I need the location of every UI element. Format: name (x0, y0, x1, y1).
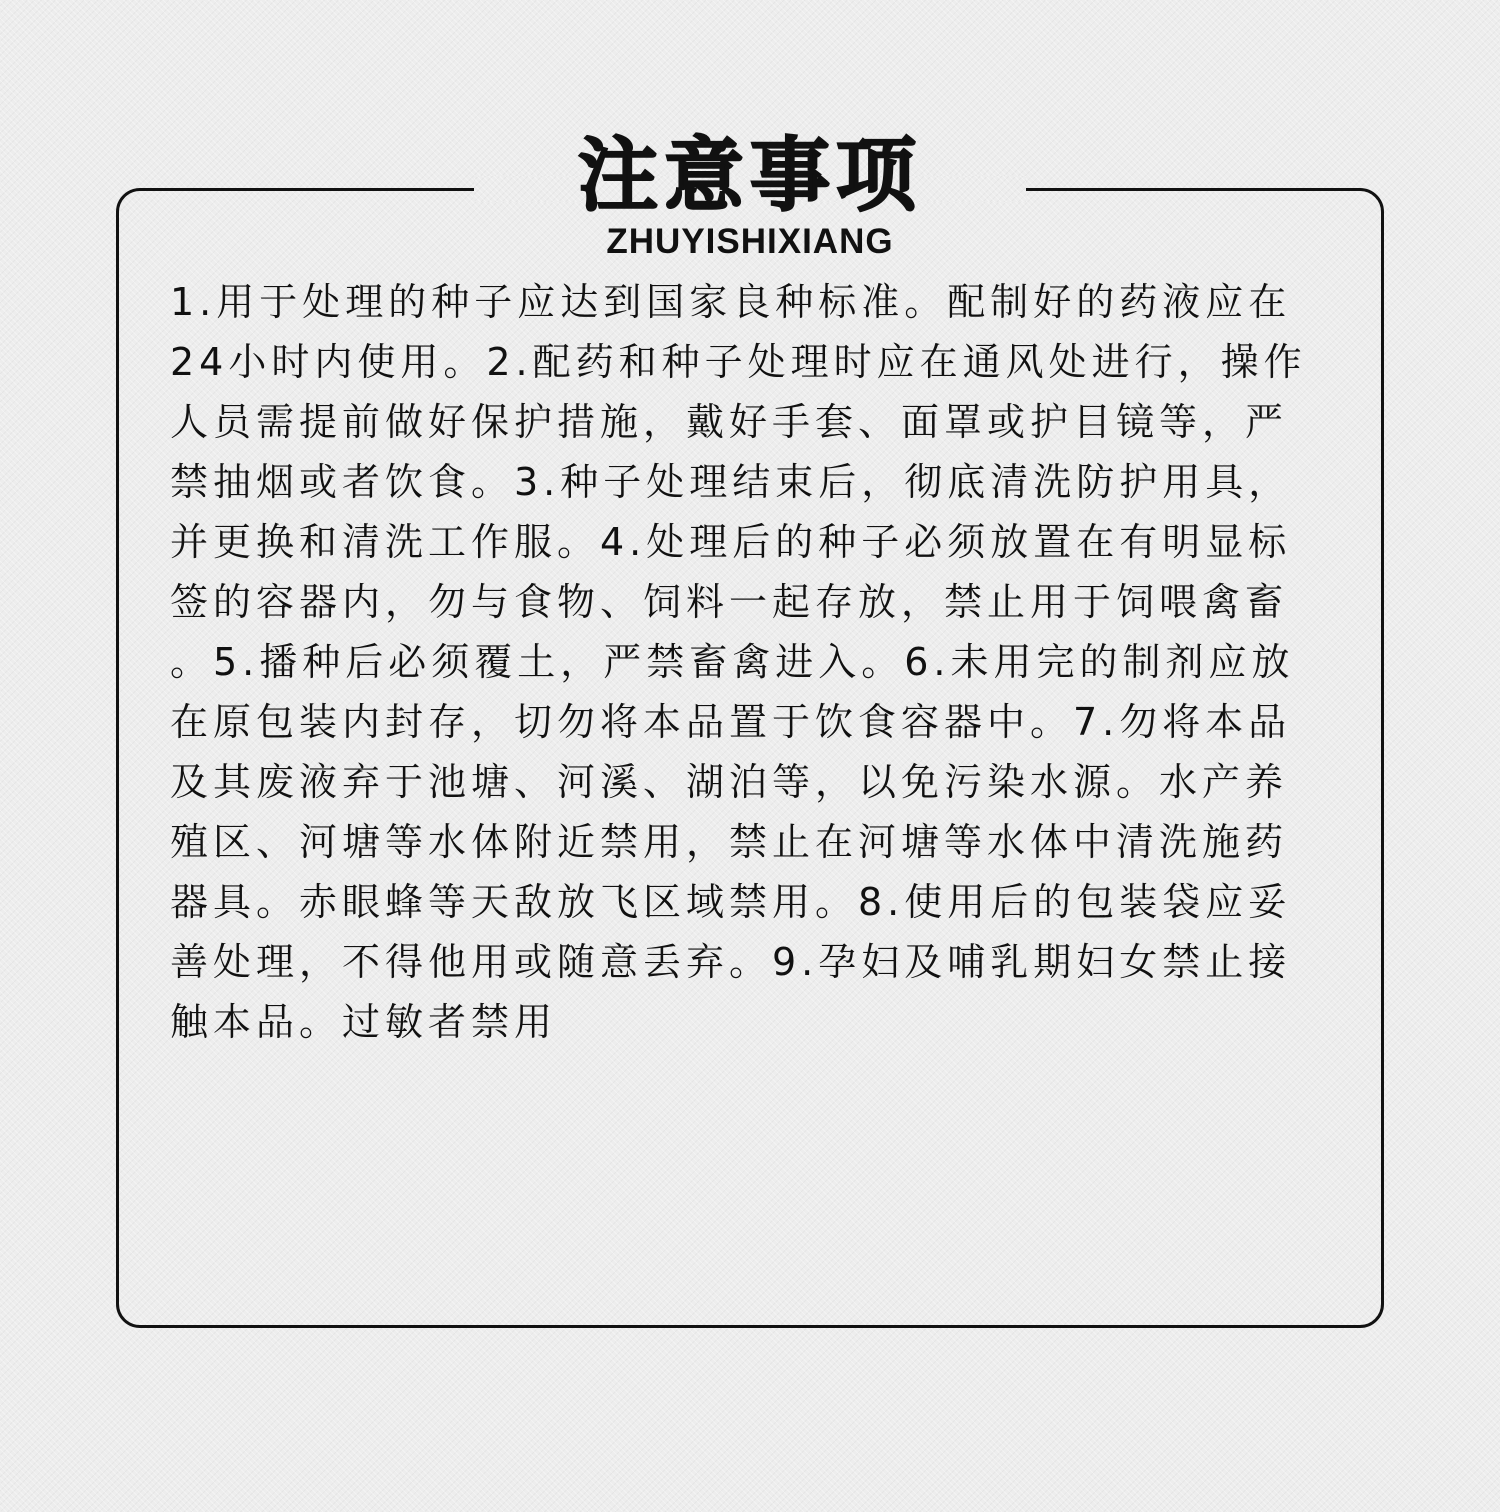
notice-line: 在原包装内封存，切勿将本品置于饮食容器中。7.勿将本品 (170, 700, 1292, 744)
notice-line: 禁抽烟或者饮食。3.种子处理结束后，彻底清洗防护用具， (170, 460, 1292, 504)
notice-line: 并更换和清洗工作服。4.处理后的种子必须放置在有明显标 (170, 520, 1292, 564)
page-title: 注意事项 (578, 129, 922, 222)
notice-line: 。5.播种后必须覆土，严禁畜禽进入。6.未用完的制剂应放 (170, 640, 1295, 684)
notice-line: 签的容器内，勿与食物、饲料一起存放，禁止用于饲喂禽畜 (170, 580, 1289, 624)
notice-body (170, 272, 1307, 1052)
notice-line: 殖区、河塘等水体附近禁用，禁止在河塘等水体中清洗施药 (170, 820, 1289, 864)
notice-line: 器具。赤眼蜂等天敌放飞区域禁用。8.使用后的包装袋应妥 (170, 880, 1292, 924)
notice-line: 24小时内使用。2.配药和种子处理时应在通风处进行，操作 (170, 340, 1307, 384)
page-subtitle: ZHUYISHIXIANG (606, 222, 894, 261)
notice-line: 人员需提前做好保护措施，戴好手套、面罩或护目镜等，严 (170, 400, 1289, 444)
notice-line: 及其废液弃于池塘、河溪、湖泊等，以免污染水源。水产养 (170, 760, 1289, 804)
notice-line: 善处理，不得他用或随意丢弃。9.孕妇及哺乳期妇女禁止接 (170, 940, 1292, 984)
notice-line: 触本品。过敏者禁用 (170, 1000, 558, 1044)
notice-line: 1.用于处理的种子应达到国家良种标准。配制好的药液应在 (170, 280, 1292, 324)
